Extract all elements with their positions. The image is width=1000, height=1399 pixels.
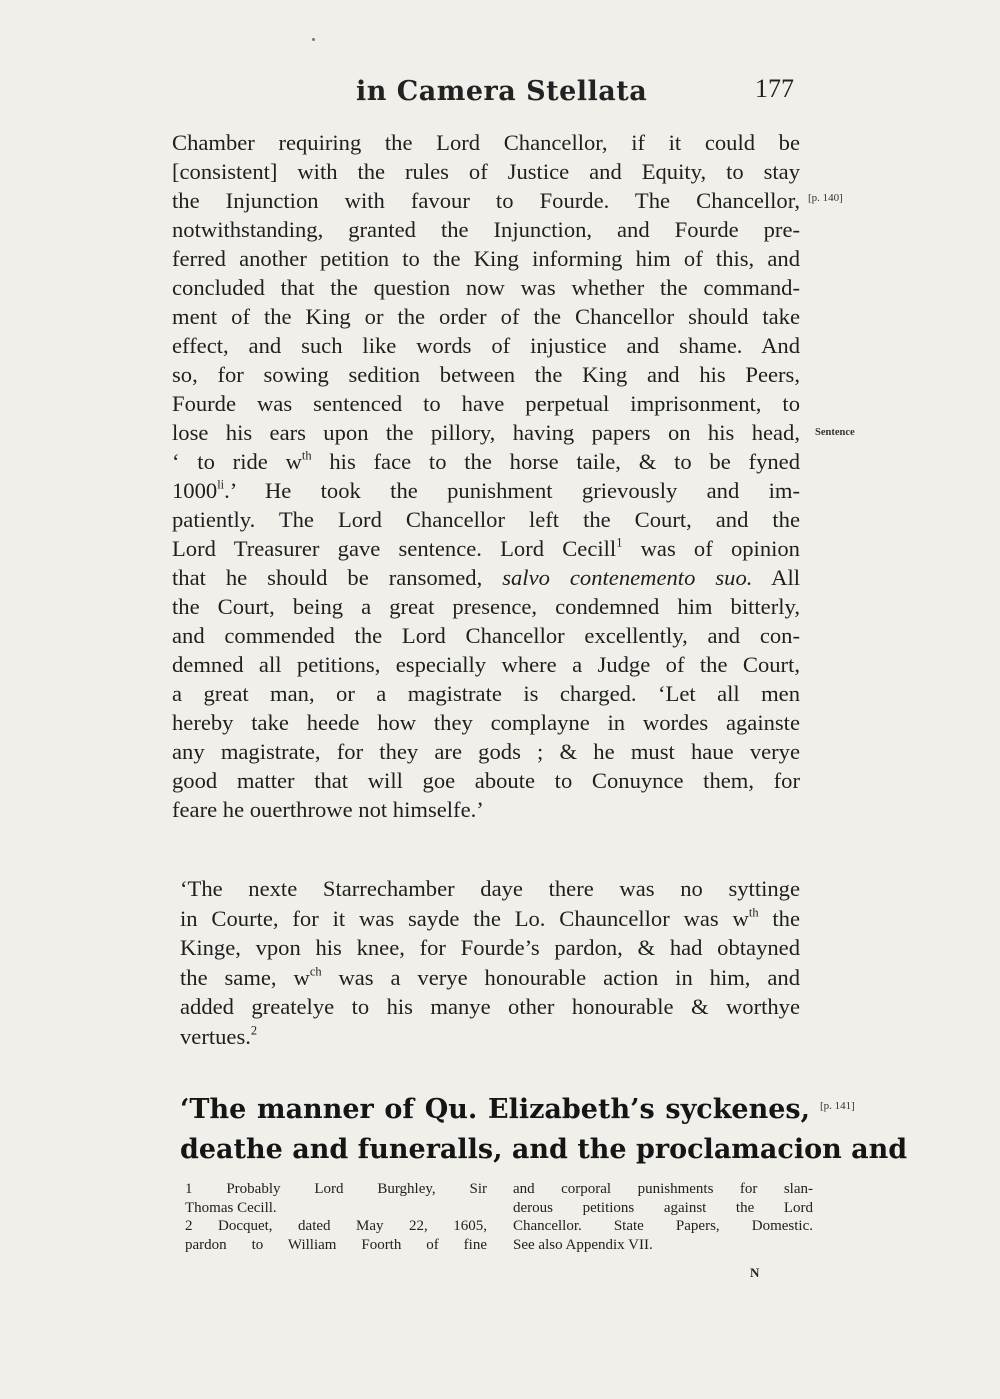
text-line: [consistent] with the rules of Justice and Equity, to stay — [172, 159, 800, 184]
margin-page-ref-141: [p. 141] — [820, 1100, 855, 1112]
text-line: Lord Treasurer gave sentence. Lord Cecill$^1$ was of opinion — [172, 535, 800, 561]
text-line: ferred another petition to the King informing him of this, and — [172, 246, 800, 271]
text-line: lose his ears upon the pillory, having papers on his head, — [172, 420, 800, 445]
text-line: and commended the Lord Chancellor excellently, and con- — [172, 623, 800, 648]
page-number: 177 — [755, 74, 794, 103]
quote-paragraph — [180, 874, 800, 1051]
footnote-ref: 2 — [250, 1023, 258, 1038]
text-line: hereby take heede how they complayne in wordes againste — [172, 710, 800, 735]
text-line: so, for sowing sedition between the King and his Peers, — [172, 362, 800, 387]
footnote-line: Chancellor. State Papers, Domestic. — [513, 1218, 813, 1234]
ink-speck — [312, 38, 315, 41]
text-line: effect, and such like words of injustice and shame. And — [172, 333, 800, 358]
text-line: vertues.$^2$ — [180, 1023, 258, 1049]
text-line: Fourde was sentenced to have perpetual imprisonment, to — [172, 391, 800, 416]
text-line: any magistrate, for they are gods ; & he must haue verye — [172, 739, 800, 764]
running-title: in Camera Stellata — [356, 76, 648, 107]
text-line: feare he ouerthrowe not himselfe.’ — [172, 797, 484, 822]
footnotes-right-column — [513, 1180, 813, 1254]
text-line: ment of the King or the order of the Chancellor should take — [172, 304, 800, 329]
text-line: $1000^{li}$.’ He took the punishment grievously and im- — [172, 477, 800, 503]
text-line: patiently. The Lord Chancellor left the Court, and the — [172, 507, 800, 532]
text-line: the same, $w^{ch}$ was a verye honourable action in him, and — [180, 964, 800, 990]
footnote-line: Thomas Cecill. — [185, 1199, 277, 1216]
margin-page-ref-140: [p. 140] — [808, 192, 843, 204]
heading-line: ‘The manner of Qu. Elizabeth’s syckenes, — [180, 1094, 810, 1125]
text-line: Kinge, vpon his knee, for Fourde’s pardon, & had obtayned — [180, 935, 800, 960]
text-line: the Injunction with favour to Fourde. The Chancellor, — [172, 188, 800, 213]
footnote-line: pardon to William Foorth of fine — [185, 1236, 487, 1253]
text-line: added greatelye to his manye other honourable & worthye — [180, 994, 800, 1019]
footnote-line: and corporal punishments for slan- — [513, 1181, 813, 1197]
text-line: Chamber requiring the Lord Chancellor, if it could be — [172, 130, 800, 155]
footnote-line: See also Appendix VII. — [513, 1236, 653, 1253]
latin-phrase: salvo contenemento suo. — [502, 565, 753, 590]
footnote-line: derous petitions against the Lord — [513, 1199, 813, 1216]
page-header — [170, 76, 800, 116]
text-line: that he should be ransomed, salvo contenemento suo. All — [172, 565, 801, 590]
text-line: a great man, or a magistrate is charged. ‘Let all men — [172, 681, 800, 706]
footnote-ref: 1 — [616, 535, 623, 550]
text-line: ‘ to ride $w^{th}$ his face to the horse taile, & to be fyned — [172, 448, 800, 474]
main-paragraph — [172, 128, 800, 824]
signature-mark: N — [750, 1265, 760, 1280]
heading-line: deathe and funeralls, and the proclamacion and — [180, 1134, 908, 1165]
footnotes-left-column — [185, 1180, 487, 1254]
footnote-line: 2 Docquet, dated May 22, 1605, — [185, 1218, 487, 1234]
text-line: the Court, being a great presence, condemned him bitterly, — [172, 594, 800, 619]
text-line: good matter that will goe aboute to Conuynce them, for — [172, 768, 800, 793]
text-line: concluded that the question now was whether the command- — [172, 275, 800, 300]
margin-note-sentence: Sentence — [815, 427, 855, 438]
text-line: ‘The nexte Starrechamber daye there was no syttinge — [180, 876, 800, 901]
text-line: demned all petitions, especially where a Judge of the Court, — [172, 652, 800, 677]
text-line: in Courte, for it was sayde the Lo. Chauncellor was $w^{th}$ the — [180, 905, 800, 931]
text-line: notwithstanding, granted the Injunction, and Fourde pre- — [172, 217, 800, 242]
footnote-line: 1 Probably Lord Burghley, Sir — [185, 1181, 487, 1197]
